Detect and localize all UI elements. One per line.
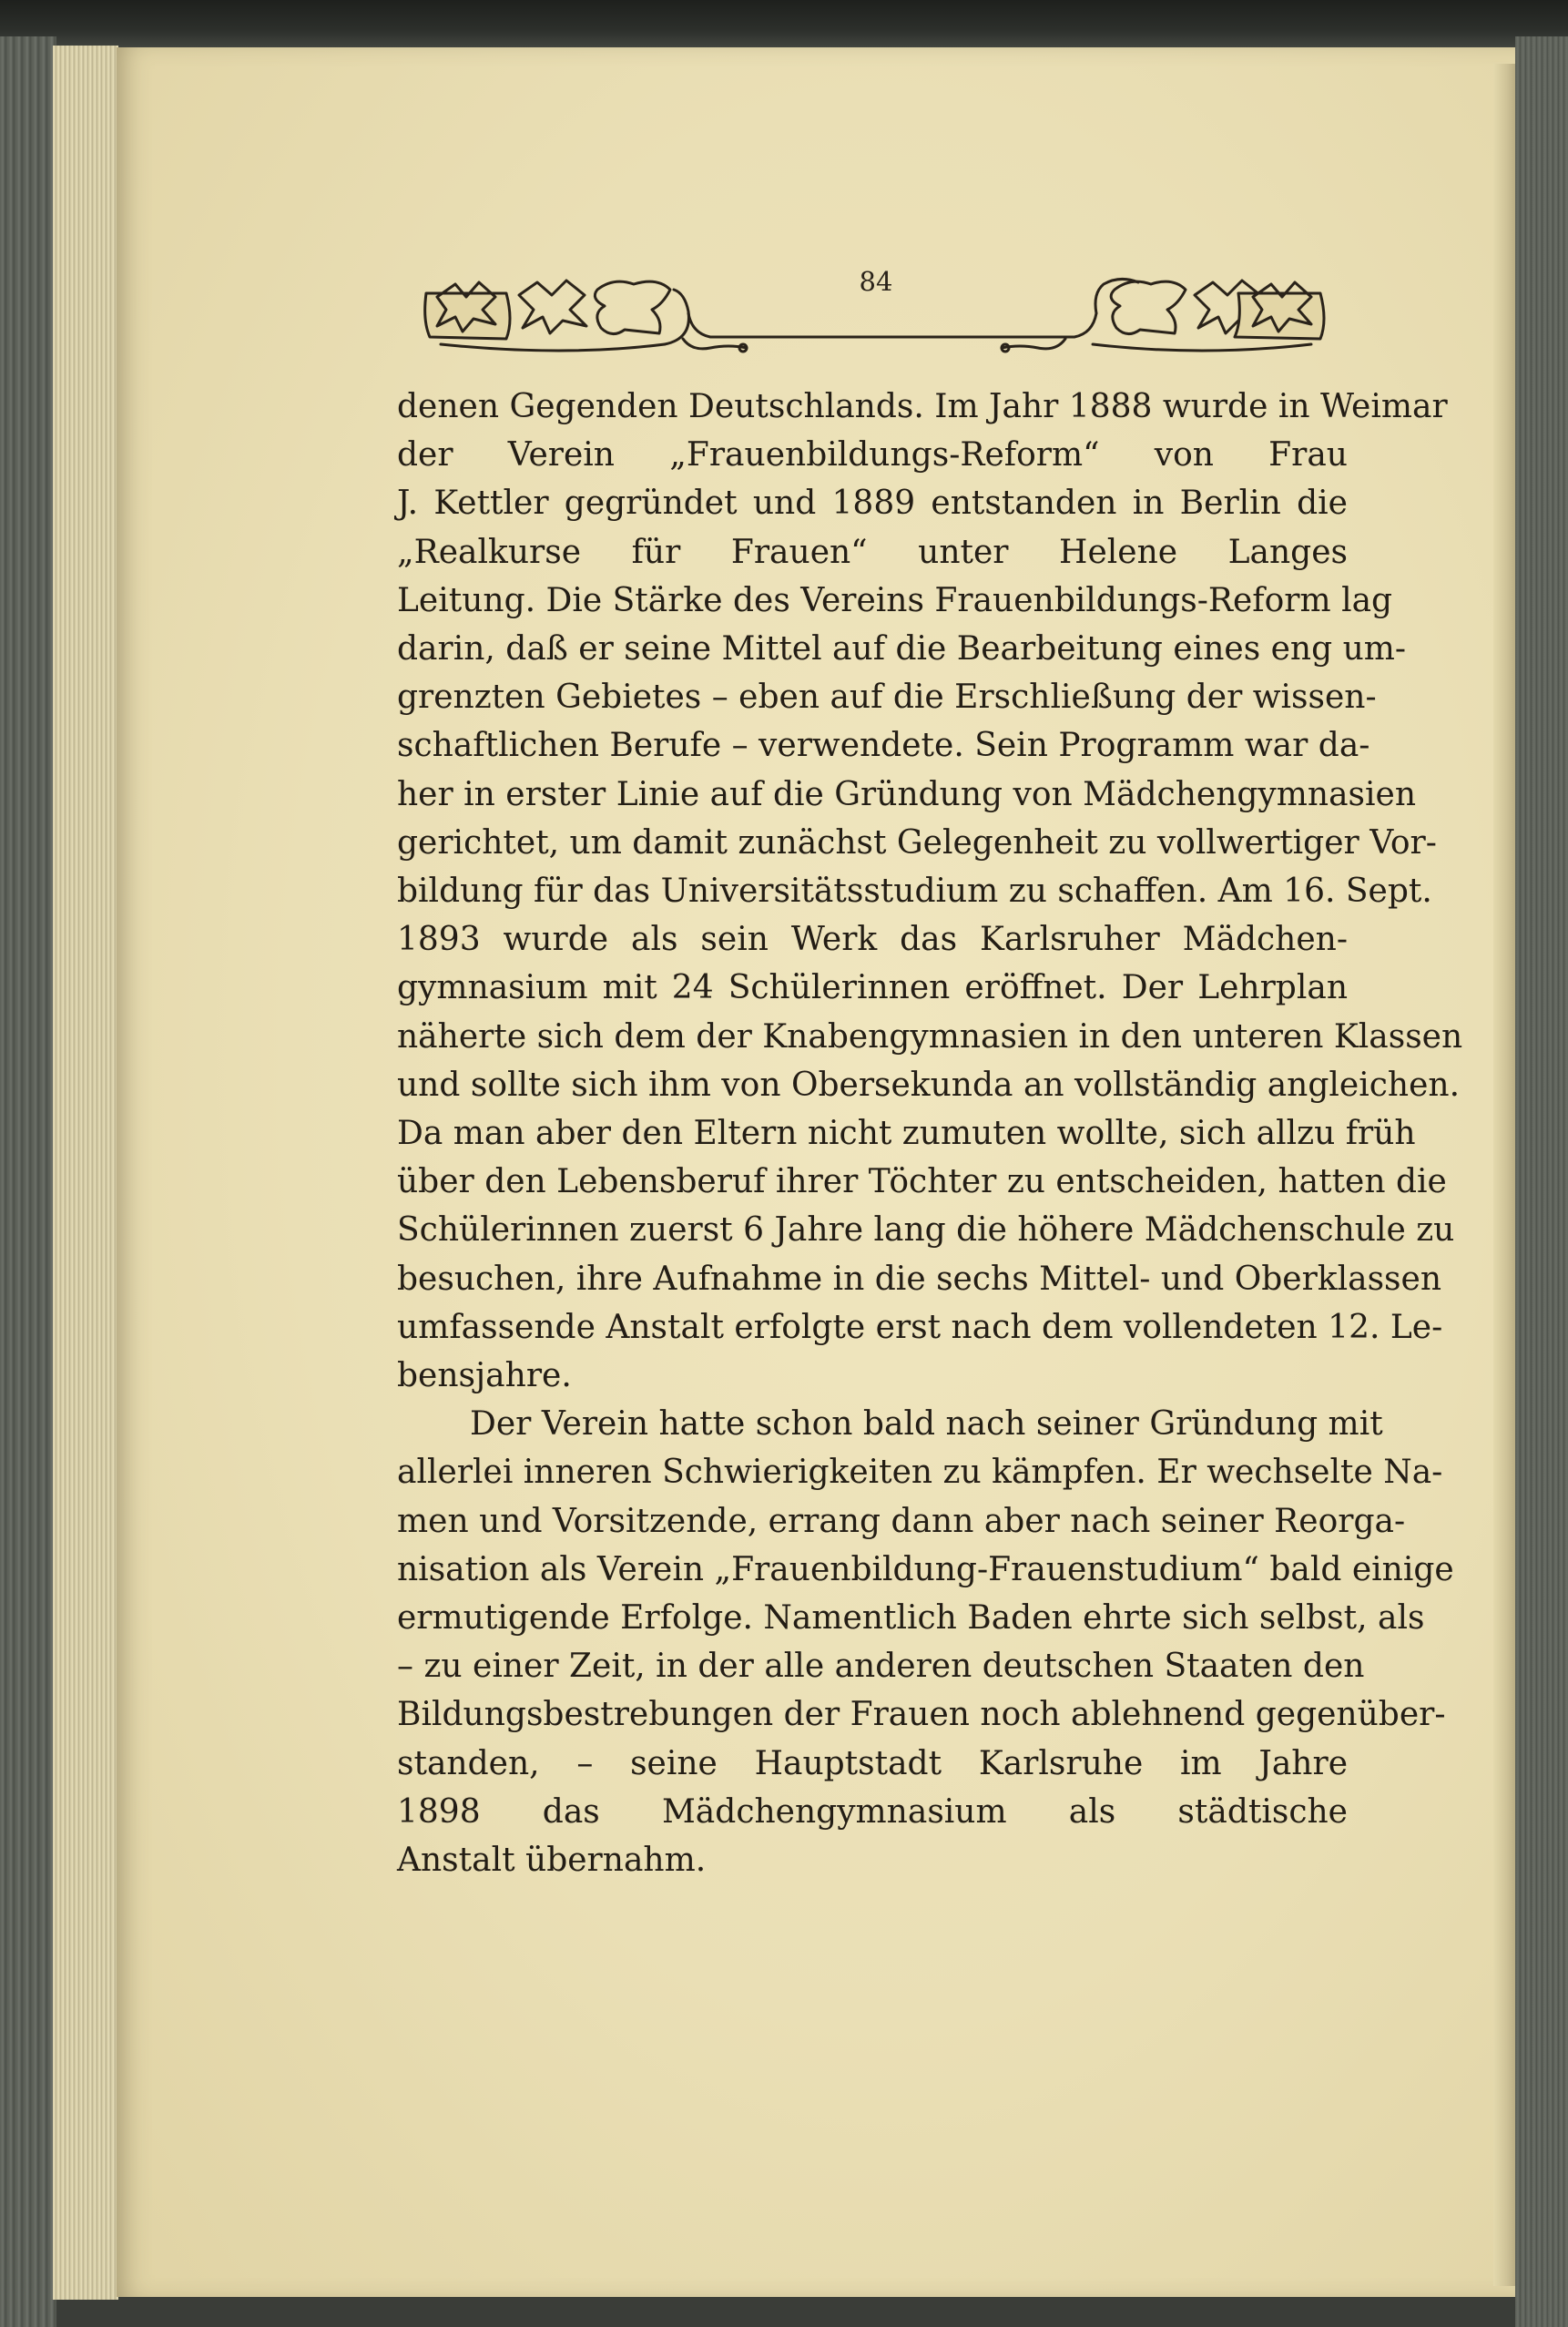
ornament-left-ivy-icon — [425, 281, 892, 352]
text-line: Da man aber den Eltern nicht zumuten wollte, sich allzu früh — [397, 1115, 1416, 1153]
book-cover-top — [0, 0, 1568, 55]
text-line: her in erster Linie auf die Gründung von Mädchengymnasien — [397, 775, 1417, 813]
text-line: darin, daß er seine Mittel auf die Bearbeitung eines eng um- — [397, 630, 1407, 669]
paragraph-1 — [397, 383, 1463, 1400]
text-line: 1898 das Mädchengymnasium als städtische — [397, 1792, 1348, 1831]
text-line: „Realkurse für Frauen“ unter Helene Langes — [397, 533, 1348, 571]
text-line: Schülerinnen zuerst 6 Jahre lang die höhere Mädchenschule zu — [397, 1211, 1455, 1250]
text-line: der Verein „Frauenbildungs-Reform“ von Frau — [397, 436, 1348, 475]
text-line: nisation als Verein „Frauenbildung-Frauenstudium“ bald einige — [397, 1550, 1454, 1588]
page-stack-edges — [53, 46, 118, 2300]
text-line: J. Kettler gegründet und 1889 entstanden in Berlin die — [397, 485, 1348, 523]
text-line: besuchen, ihre Aufnahme in die sechs Mittel- und Oberklassen — [397, 1260, 1442, 1298]
text-line: ermutigende Erfolge. Namentlich Baden ehrte sich selbst, als — [397, 1599, 1425, 1638]
text-line: 1893 wurde als sein Werk das Karlsruher Mädchen- — [397, 921, 1348, 959]
body-text — [397, 383, 1463, 1884]
text-line: gerichtet, um damit zunächst Gelegenheit zu vollwertiger Vor- — [397, 823, 1437, 862]
text-line: Anstalt übernahm. — [397, 1842, 707, 1880]
text-line: näherte sich dem der Knabengymnasien in den unteren Klassen — [397, 1017, 1463, 1056]
text-line: men und Vorsitzende, errang dann aber nach seiner Reorga- — [397, 1502, 1406, 1540]
text-line: bildung für das Universitätsstudium zu schaffen. Am 16. Sept. — [397, 873, 1432, 911]
page-curl-right — [1493, 64, 1515, 2286]
ornament-right-ivy-icon — [892, 279, 1324, 352]
text-line: denen Gegenden Deutschlands. Im Jahr 1888 wurde in Weimar — [397, 388, 1448, 425]
text-line: umfassende Anstalt erfolgte erst nach dem vollendeten 12. Le- — [397, 1308, 1443, 1346]
book-cover-right — [1515, 36, 1568, 2327]
text-line: Der Verein hatte schon bald nach seiner Gründung mit — [470, 1405, 1383, 1444]
text-line: standen, – seine Hauptstadt Karlsruhe im Jahre — [397, 1744, 1348, 1782]
text-line: – zu einer Zeit, in der alle anderen deutschen Staaten den — [397, 1648, 1365, 1686]
page-number: 84 — [859, 266, 893, 297]
text-line: über den Lebensberuf ihrer Töchter zu entscheiden, hatten die — [397, 1163, 1447, 1201]
text-line: Bildungsbestrebungen der Frauen noch ablehnend gegenüber- — [397, 1696, 1446, 1734]
text-line: gymnasium mit 24 Schülerinnen eröffnet. Der Lehrplan — [397, 969, 1348, 1007]
text-line: Leitung. Die Stärke des Vereins Frauenbildungs-Reform lag — [397, 581, 1393, 619]
text-line: und sollte sich ihm von Obersekunda an vollständig angleichen. — [397, 1066, 1461, 1104]
text-line: allerlei inneren Schwierigkeiten zu kämpfen. Er wechselte Na- — [397, 1454, 1443, 1492]
text-line: bensjahre. — [397, 1357, 572, 1395]
book-cover-left — [0, 36, 56, 2327]
text-line: schaftlichen Berufe – verwendete. Sein Programm war da- — [397, 727, 1370, 765]
paragraph-2 — [397, 1400, 1454, 1884]
text-line: grenzten Gebietes – eben auf die Erschließung der wissen- — [397, 679, 1377, 717]
